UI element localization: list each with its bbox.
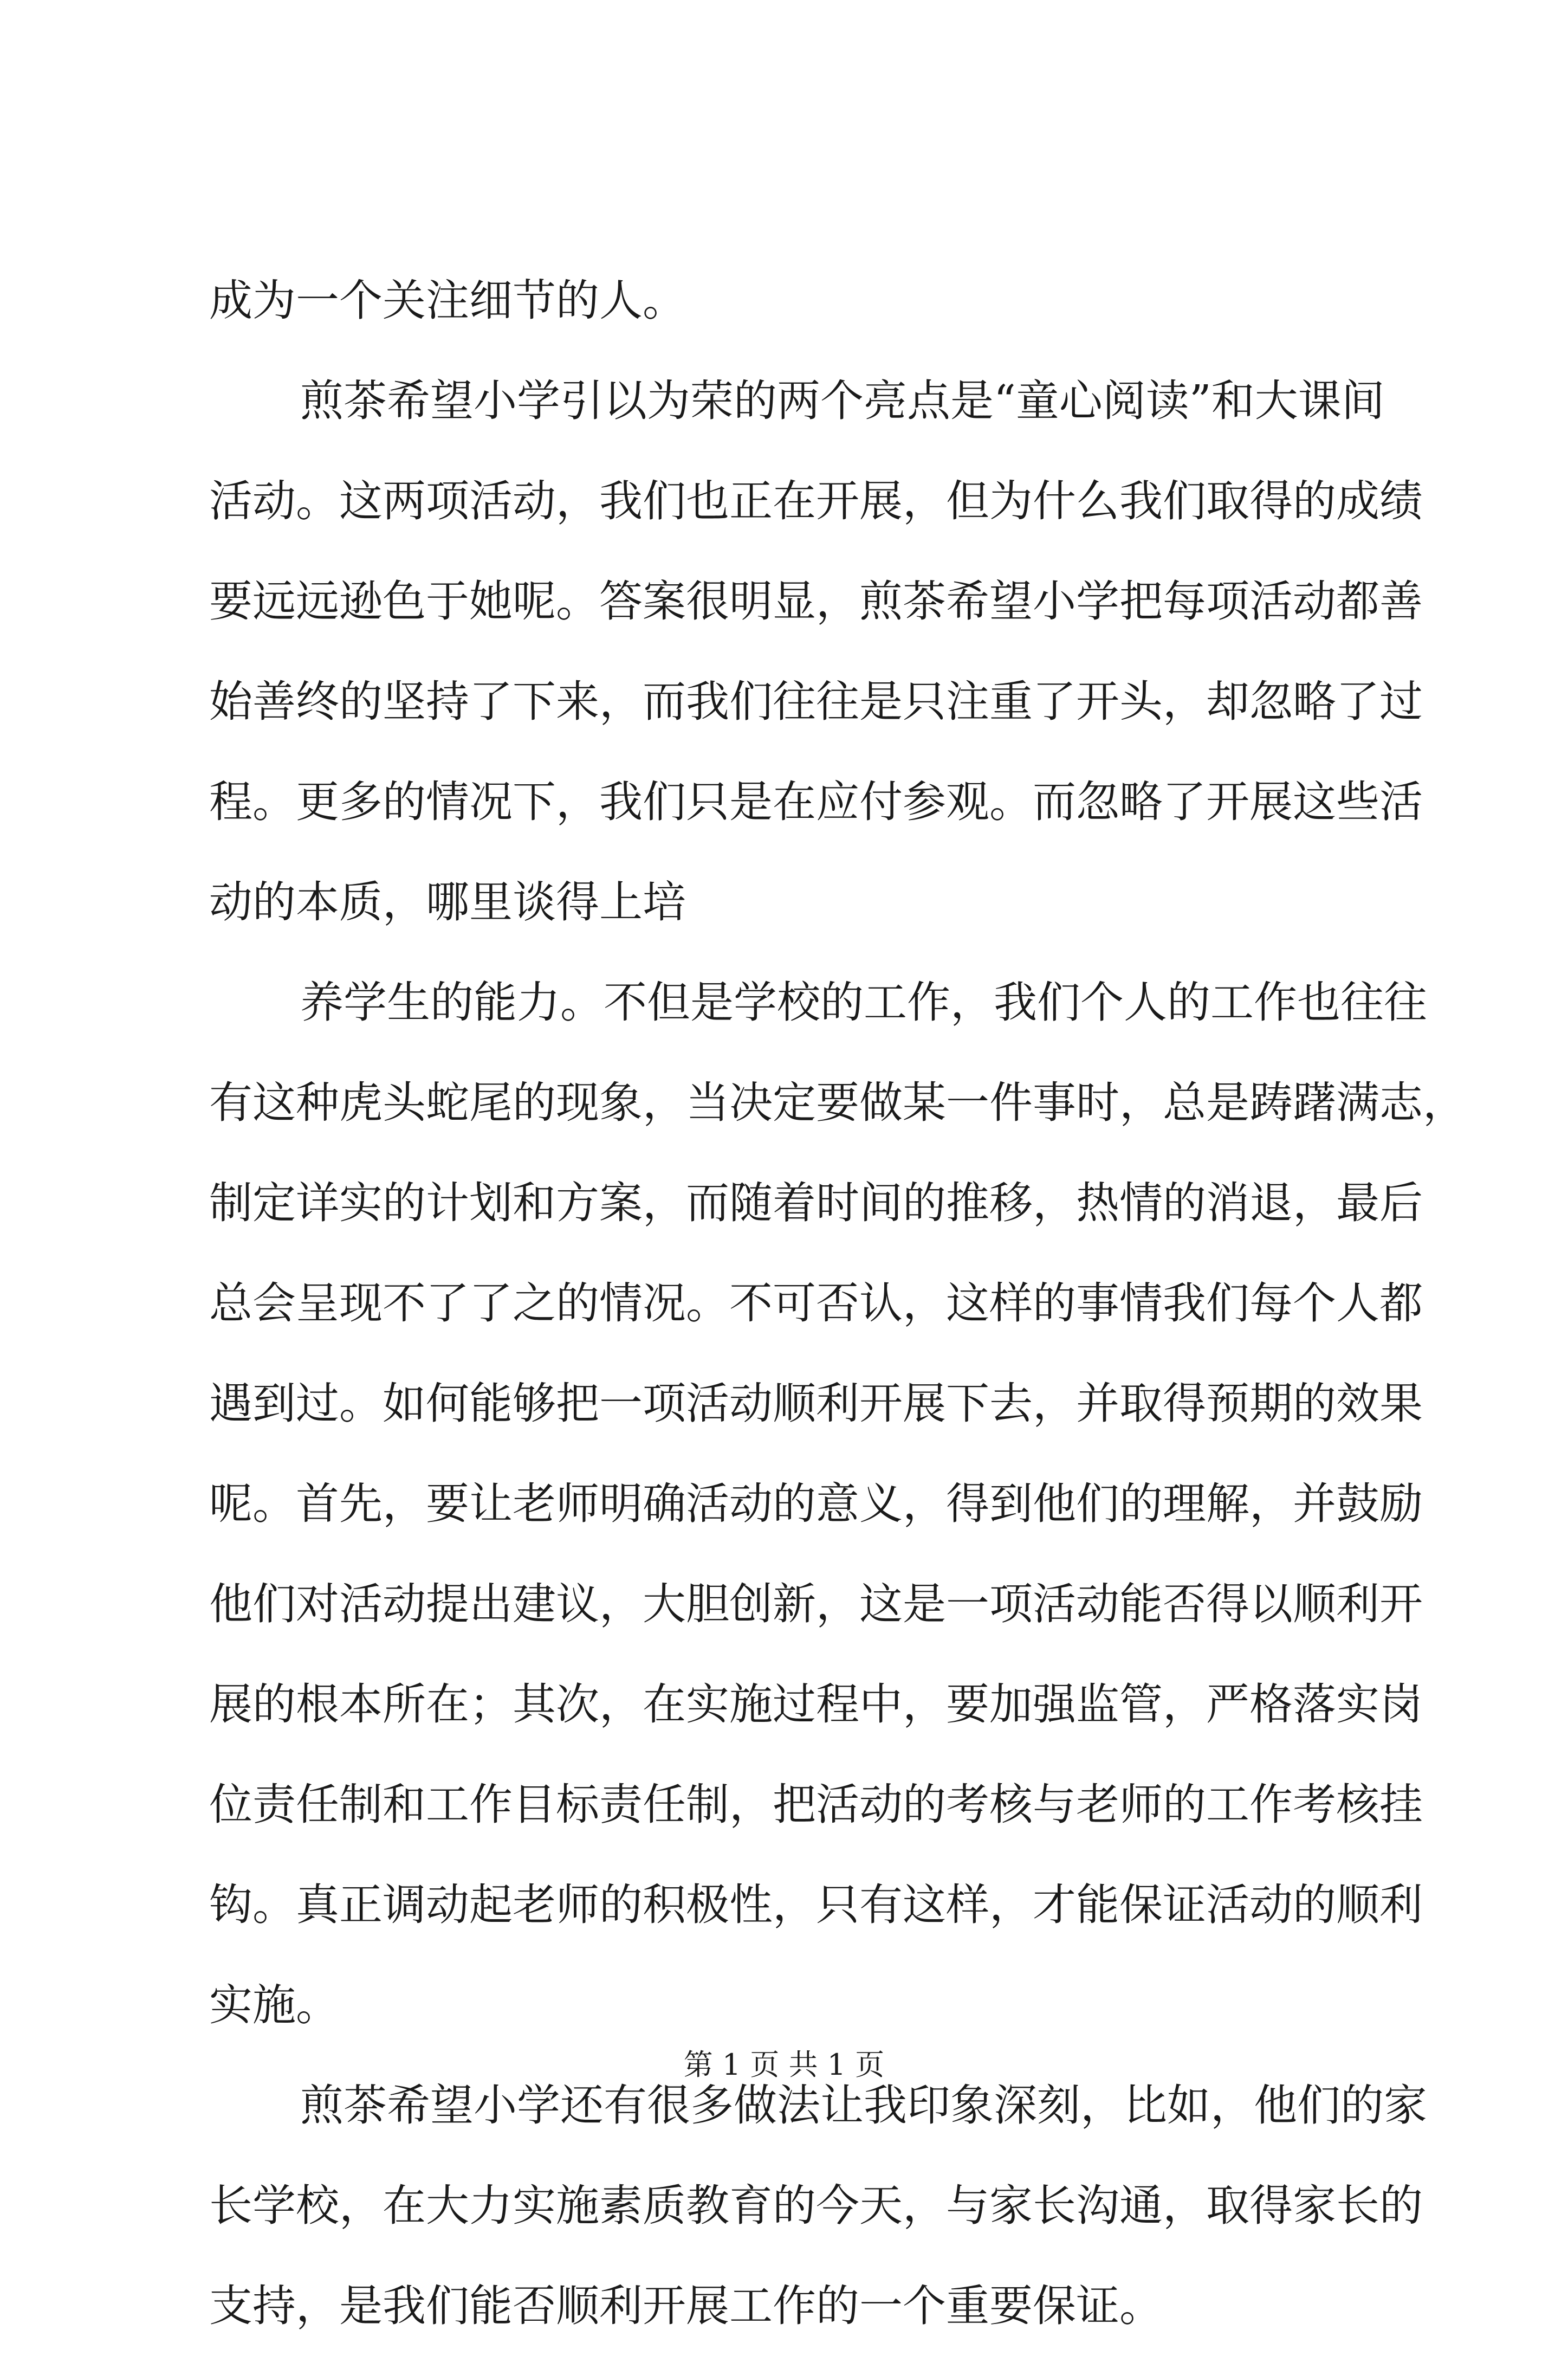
paragraph-first-line: 养学生的能力。不但是学校的工作，我们个人的工作也往往 (300, 977, 1427, 1028)
text-line: 呢。首先，要让老师明确活动的意义，得到他们的理解，并鼓励 (209, 1479, 1423, 1529)
text-line: 动的本质，哪里谈得上培 (209, 877, 686, 927)
text-line: 程。更多的情况下，我们只是在应付参观。而忽略了开展这些活 (209, 777, 1423, 827)
text-line: 钩。真正调动起老师的积极性，只有这样，才能保证活动的顺利 (209, 1880, 1423, 1930)
text-line: 成为一个关注细节的人。 (209, 275, 686, 326)
text-line: 有这种虎头蛇尾的现象，当决定要做某一件事时，总是踌躇满志， (209, 1077, 1466, 1128)
text-line: 遇到过。如何能够把一项活动顺利开展下去，并取得预期的效果 (209, 1378, 1423, 1429)
text-line: 制定详实的计划和方案，而随着时间的推移，热情的消退，最后 (209, 1178, 1423, 1228)
text-line: 始善终的坚持了下来，而我们往往是只注重了开头，却忽略了过 (209, 676, 1423, 727)
text-line: 总会呈现不了了之的情况。不可否认，这样的事情我们每个人都 (209, 1278, 1423, 1328)
text-line: 他们对活动提出建议，大胆创新，这是一项活动能否得以顺利开 (209, 1579, 1423, 1629)
text-line: 活动。这两项活动，我们也正在开展，但为什么我们取得的成绩 (209, 476, 1423, 526)
text-line: 长学校，在大力实施素质教育的今天，与家长沟通，取得家长的 (209, 2180, 1423, 2231)
paragraph-first-line: 煎茶希望小学引以为荣的两个亮点是“童心阅读”和大课间 (300, 376, 1385, 426)
text-line: 实施。 (209, 1980, 339, 2030)
page-number-footer: 第 1 页 共 1 页 (683, 2048, 885, 2082)
text-line: 要远远逊色于她呢。答案很明显，煎茶希望小学把每项活动都善 (209, 576, 1423, 627)
text-line: 展的根本所在；其次，在实施过程中，要加强监管，严格落实岗 (209, 1679, 1423, 1729)
text-line: 支持，是我们能否顺利开展工作的一个重要保证。 (209, 2281, 1163, 2331)
paragraph-first-line: 煎茶希望小学还有很多做法让我印象深刻，比如，他们的家 (300, 2080, 1427, 2131)
text-line: 位责任制和工作目标责任制，把活动的考核与老师的工作考核挂 (209, 1779, 1423, 1830)
document-body (209, 250, 1466, 2356)
